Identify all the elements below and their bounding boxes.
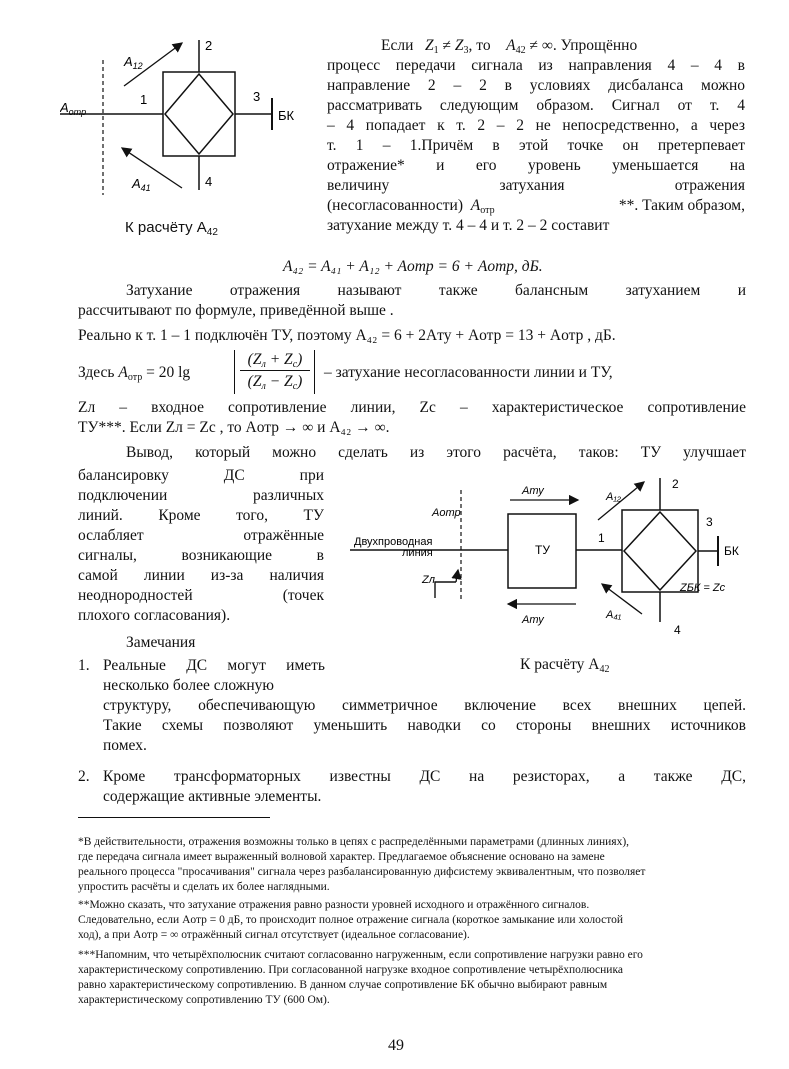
label-bk: БК	[724, 544, 739, 558]
intro-line-1: Если $Z_1 \ne Z_3$, то $A_{42}$ ≠ ∞. Упрощённо	[381, 37, 638, 56]
paragraph-3: Здесь $A_{отр} = 20$ lg $(Z_л + Z_с)$ $(Z_л - Z_с)$ – затухание несогласованности линии и ТУ,	[78, 351, 613, 392]
label-line-2: линия	[402, 547, 433, 559]
paragraph-5-left: балансировку ДС при подключении различных линий. Кроме того, ТУ ослабляет отражённые сигналы, возникающие в самой линии из-за наличия неоднородностей (точек плохого согласования).	[78, 467, 324, 624]
diagram-2-svg	[340, 470, 770, 645]
label-aotr: $A_{отр}$	[60, 100, 87, 117]
label-a41: $A_{41}$	[132, 176, 151, 193]
intro-line-9: (несогласованности) $A_{отр}$ **. Таким образом,	[327, 197, 745, 216]
paragraph-1: Затухание отражения называют также балансным затуханием и рассчитывают по формуле, приведённой выше .	[78, 282, 746, 319]
label-a41: A₄₁	[606, 609, 622, 621]
label-n3: 3	[706, 515, 713, 529]
diagram-1-svg	[60, 30, 320, 230]
label-line-1: Двухпроводная	[354, 536, 433, 548]
label-n1: 1	[140, 92, 148, 107]
intro-line-2: процесс передачи сигнала из направления 4 – 4 в	[327, 57, 745, 74]
label-n2: 2	[205, 38, 213, 53]
intro-line-6: т. 1 – 1.Причём в этой точке он претерпевает	[327, 137, 745, 154]
hybrid-diamond	[165, 74, 233, 154]
label-a12: A₁₂	[606, 491, 622, 503]
intro-line-5: – 4 попадает к т. 2 – 2 не непосредственно, а через	[327, 117, 745, 134]
formula-1: A₄₂ = A₄₁ + A₁₂ + Aотр = 6 + Aотр, дБ.	[283, 258, 543, 275]
label-zbk: ZБК = Zс	[680, 582, 726, 594]
label-n4: 4	[674, 623, 681, 637]
notes-item-2: 2. Кроме трансформаторных известны ДС на резисторах, а также ДС, содержащие активные элементы.	[78, 768, 746, 805]
label-zl: Zл	[422, 574, 435, 586]
page-number: 49	[388, 1037, 404, 1054]
label-n1: 1	[598, 531, 605, 545]
hybrid-square	[163, 72, 235, 156]
footnote-separator	[78, 817, 270, 818]
footnote-1: *В действительности, отражения возможны только в цепях с распределёнными параметрами (длинных линиях), где передача сигнала имеет выраженный волновой характер. Предлагаемое объяснение основано на замене реального процесса "просачивания" сигнала через разбалансированную дифсистему эквивалентным, что позволяет упростить расчёты и сделать их более наглядными.	[78, 836, 646, 893]
intro-line-8: величину затухания отражения	[327, 177, 745, 194]
notes-title: Замечания	[126, 634, 196, 651]
footnote-3: ***Напомним, что четырёхполюсник считают согласованно нагруженным, если сопротивление нагрузки равно его характеристическому сопротивлению. При согласованной нагрузке входное сопротивление четырёхполюсника равно характеристическому сопротивлению. В данном случае сопротивление БК обычно выбирают равным характеристическому сопротивлению ТУ (600 Ом).	[78, 949, 643, 1006]
intro-line-10: затухание между т. 4 – 4 и т. 2 – 2 составит	[327, 217, 610, 234]
intro-line-3: направление 2 – 2 в условиях дисбаланса можно	[327, 77, 745, 94]
label-aty-bottom: Aту	[522, 614, 544, 626]
label-n4: 4	[205, 174, 213, 189]
paragraph-5: Вывод, который можно сделать из этого расчёта, таков: ТУ улучшает	[126, 444, 746, 461]
intro-line-7: отражение* и его уровень уменьшается на	[327, 157, 745, 174]
label-bk: БК	[278, 108, 295, 123]
label-aotr: Aотр	[432, 507, 461, 519]
label-aty-top: Aту	[522, 485, 544, 497]
paragraph-4: Zл – входное сопротивление линии, Zс – характеристическое сопротивление ТУ***. Если Zл = Zс , то Aотр → ∞ и A₄₂ → ∞.	[78, 399, 746, 436]
diagram-2-caption: К расчёту $A_{42}$	[520, 656, 610, 675]
intro-line-4: рассматривать следующим образом. Сигнал от т. 4	[327, 97, 745, 114]
label-a12: $A_{12}$	[124, 54, 143, 71]
notes-item-1: 1. Реальные ДС могут иметь несколько более сложную структуру, обеспечивающую симметричное включение всех внешних цепей. Такие схемы позволяют уменьшить наводки со стороны внешних источников помех.	[78, 657, 746, 754]
hybrid-square-2	[622, 510, 698, 592]
footnote-2: **Можно сказать, что затухание отражения равно разности уровней исходного и отражённого сигналов. Следовательно, если Aотр = 0 дБ, то происходит полное отражение сигнала (короткое замыкание или холостой ход), а при Aотр = ∞ отражённый сигнал отсутствует (идеальное согласование).	[78, 899, 624, 941]
arrow-a41	[122, 148, 182, 188]
intro-text	[327, 36, 745, 236]
label-n3: 3	[253, 89, 261, 104]
diagram-1	[60, 30, 320, 230]
label-tu: ТУ	[535, 543, 550, 557]
diagram-2	[340, 470, 770, 645]
diagram-1-caption: К расчёту $A_{42}$	[125, 219, 218, 238]
paragraph-2: Реально к т. 1 – 1 подключён ТУ, поэтому A₄₂ = 6 + 2Aту + Aотр = 13 + Aотр , дБ.	[78, 327, 616, 344]
label-n2: 2	[672, 477, 679, 491]
